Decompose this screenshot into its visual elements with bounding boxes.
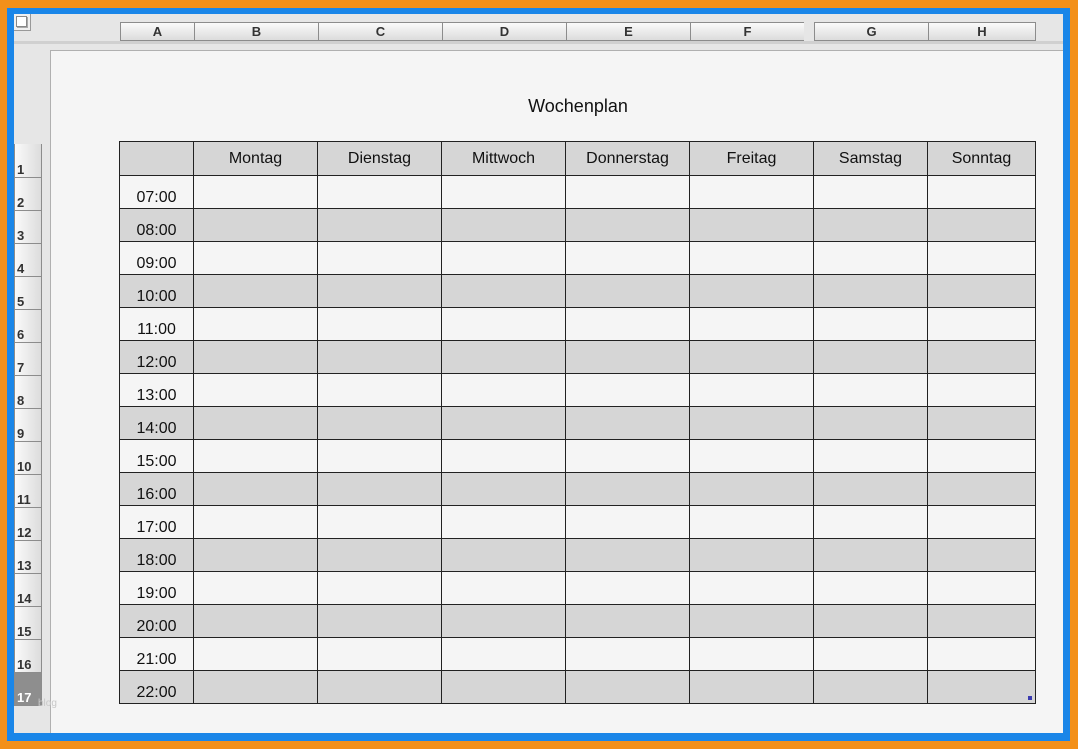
row-header-6[interactable]: 6 (14, 310, 42, 343)
row-header-7[interactable]: 7 (14, 343, 42, 376)
row-header-15[interactable]: 15 (14, 607, 42, 640)
schedule-row (120, 176, 1036, 209)
schedule-row (120, 209, 1036, 242)
schedule-cell-mittwoch[interactable] (442, 605, 566, 638)
time-cell[interactable]: 21:00 (120, 638, 194, 671)
schedule-row (120, 407, 1036, 440)
day-header-dienstag[interactable]: Dienstag (318, 142, 442, 176)
time-cell[interactable]: 09:00 (120, 242, 194, 275)
time-cell[interactable]: 13:00 (120, 374, 194, 407)
day-header-montag[interactable]: Montag (194, 142, 318, 176)
schedule-cell-sonntag[interactable] (928, 506, 1036, 539)
schedule-cell-donnerstag[interactable] (566, 638, 690, 671)
schedule-cell-dienstag[interactable] (318, 572, 442, 605)
schedule-cell-freitag[interactable] (690, 176, 814, 209)
schedule-cell-sonntag[interactable] (928, 440, 1036, 473)
schedule-cell-montag[interactable] (194, 506, 318, 539)
time-cell[interactable]: 22:00 (120, 671, 194, 704)
schedule-cell-donnerstag[interactable] (566, 506, 690, 539)
schedule-cell-mittwoch[interactable] (442, 539, 566, 572)
schedule-cell-montag[interactable] (194, 605, 318, 638)
day-header-mittwoch[interactable]: Mittwoch (442, 142, 566, 176)
schedule-cell-donnerstag[interactable] (566, 308, 690, 341)
schedule-cell-dienstag[interactable] (318, 176, 442, 209)
schedule-cell-sonntag[interactable] (928, 638, 1036, 671)
schedule-cell-samstag[interactable] (814, 176, 928, 209)
schedule-cell-mittwoch[interactable] (442, 176, 566, 209)
time-cell[interactable]: 19:00 (120, 572, 194, 605)
day-header-donnerstag[interactable]: Donnerstag (566, 142, 690, 176)
row-header-2[interactable]: 2 (14, 178, 42, 211)
schedule-cell-montag[interactable] (194, 209, 318, 242)
schedule-cell-freitag[interactable] (690, 572, 814, 605)
schedule-row (120, 671, 1036, 704)
schedule-cell-donnerstag[interactable] (566, 440, 690, 473)
schedule-row (120, 539, 1036, 572)
schedule-cell-mittwoch[interactable] (442, 209, 566, 242)
schedule-cell-freitag[interactable] (690, 209, 814, 242)
schedule-cell-freitag[interactable] (690, 539, 814, 572)
row-header-14[interactable]: 14 (14, 574, 42, 607)
schedule-row (120, 473, 1036, 506)
schedule-cell-montag[interactable] (194, 374, 318, 407)
schedule-cell-dienstag[interactable] (318, 605, 442, 638)
row-header-9[interactable]: 9 (14, 409, 42, 442)
column-header-divider (14, 41, 1063, 44)
schedule-cell-freitag[interactable] (690, 308, 814, 341)
time-cell[interactable]: 20:00 (120, 605, 194, 638)
schedule-cell-sonntag[interactable] (928, 341, 1036, 374)
schedule-cell-mittwoch[interactable] (442, 407, 566, 440)
select-all-corner[interactable] (14, 14, 31, 31)
schedule-cell-freitag[interactable] (690, 374, 814, 407)
row-header-8[interactable]: 8 (14, 376, 42, 409)
schedule-cell-montag[interactable] (194, 539, 318, 572)
time-cell[interactable]: 18:00 (120, 539, 194, 572)
column-header-b[interactable]: B (194, 22, 318, 41)
schedule-cell-freitag[interactable] (690, 407, 814, 440)
schedule-cell-donnerstag[interactable] (566, 242, 690, 275)
schedule-cell-samstag[interactable] (814, 275, 928, 308)
schedule-cell-mittwoch[interactable] (442, 671, 566, 704)
schedule-row (120, 572, 1036, 605)
day-header-freitag[interactable]: Freitag (690, 142, 814, 176)
schedule-cell-samstag[interactable] (814, 473, 928, 506)
sheet-corner-icon (16, 16, 27, 27)
schedule-cell-sonntag[interactable] (928, 242, 1036, 275)
schedule-cell-dienstag[interactable] (318, 341, 442, 374)
schedule-cell-dienstag[interactable] (318, 506, 442, 539)
schedule-cell-samstag[interactable] (814, 572, 928, 605)
column-header-d[interactable]: D (442, 22, 566, 41)
schedule-row (120, 275, 1036, 308)
schedule-cell-dienstag[interactable] (318, 407, 442, 440)
schedule-cell-donnerstag[interactable] (566, 605, 690, 638)
schedule-cell-freitag[interactable] (690, 671, 814, 704)
row-header-3[interactable]: 3 (14, 211, 42, 244)
time-cell[interactable]: 07:00 (120, 176, 194, 209)
schedule-cell-sonntag[interactable] (928, 308, 1036, 341)
time-cell[interactable]: 14:00 (120, 407, 194, 440)
time-cell[interactable]: 11:00 (120, 308, 194, 341)
schedule-cell-samstag[interactable] (814, 440, 928, 473)
schedule-cell-freitag[interactable] (690, 275, 814, 308)
schedule-row (120, 308, 1036, 341)
schedule-cell-dienstag[interactable] (318, 671, 442, 704)
schedule-cell-donnerstag[interactable] (566, 209, 690, 242)
schedule-cell-mittwoch[interactable] (442, 275, 566, 308)
schedule-cell-samstag[interactable] (814, 374, 928, 407)
schedule-cell-samstag[interactable] (814, 242, 928, 275)
selection-resize-handle[interactable] (1028, 696, 1032, 700)
schedule-cell-mittwoch[interactable] (442, 341, 566, 374)
schedule-row (120, 440, 1036, 473)
row-header-4[interactable]: 4 (14, 244, 42, 277)
row-header-1[interactable]: 1 (14, 144, 42, 178)
schedule-cell-sonntag[interactable] (928, 671, 1036, 704)
schedule-cell-montag[interactable] (194, 440, 318, 473)
column-header-c[interactable]: C (318, 22, 442, 41)
schedule-cell-mittwoch[interactable] (442, 473, 566, 506)
watermark: blog (38, 698, 57, 709)
time-cell[interactable]: 17:00 (120, 506, 194, 539)
schedule-cell-montag[interactable] (194, 341, 318, 374)
schedule-cell-montag[interactable] (194, 308, 318, 341)
schedule-cell-mittwoch[interactable] (442, 242, 566, 275)
schedule-cell-samstag[interactable] (814, 209, 928, 242)
schedule-cell-donnerstag[interactable] (566, 341, 690, 374)
schedule-cell-donnerstag[interactable] (566, 275, 690, 308)
schedule-cell-donnerstag[interactable] (566, 539, 690, 572)
schedule-row (120, 506, 1036, 539)
row-header-gap (14, 44, 42, 144)
weekly-schedule-table (119, 141, 1036, 704)
schedule-cell-mittwoch[interactable] (442, 308, 566, 341)
column-header-a[interactable]: A (120, 22, 194, 41)
column-header-e[interactable]: E (566, 22, 690, 41)
schedule-cell-montag[interactable] (194, 671, 318, 704)
schedule-cell-freitag[interactable] (690, 341, 814, 374)
schedule-cell-samstag[interactable] (814, 539, 928, 572)
row-header-12[interactable]: 12 (14, 508, 42, 541)
schedule-cell-donnerstag[interactable] (566, 407, 690, 440)
schedule-cell-sonntag[interactable] (928, 473, 1036, 506)
schedule-cell-donnerstag[interactable] (566, 671, 690, 704)
schedule-cell-donnerstag[interactable] (566, 374, 690, 407)
schedule-cell-montag[interactable] (194, 572, 318, 605)
row-header-16[interactable]: 16 (14, 640, 42, 673)
schedule-cell-samstag[interactable] (814, 407, 928, 440)
row-header-17[interactable]: 17 (14, 673, 42, 706)
schedule-cell-samstag[interactable] (814, 671, 928, 704)
column-header-f[interactable]: F (690, 22, 804, 41)
schedule-row (120, 341, 1036, 374)
schedule-cell-montag[interactable] (194, 242, 318, 275)
schedule-cell-freitag[interactable] (690, 473, 814, 506)
row-header-10[interactable]: 10 (14, 442, 42, 475)
schedule-cell-sonntag[interactable] (928, 275, 1036, 308)
time-cell[interactable]: 16:00 (120, 473, 194, 506)
time-cell[interactable]: 12:00 (120, 341, 194, 374)
schedule-cell-dienstag[interactable] (318, 209, 442, 242)
schedule-cell-dienstag[interactable] (318, 638, 442, 671)
schedule-cell-samstag[interactable] (814, 341, 928, 374)
schedule-cell-montag[interactable] (194, 176, 318, 209)
schedule-cell-montag[interactable] (194, 473, 318, 506)
schedule-cell-samstag[interactable] (814, 638, 928, 671)
schedule-cell-sonntag[interactable] (928, 407, 1036, 440)
time-cell[interactable]: 15:00 (120, 440, 194, 473)
header-corner-cell[interactable] (120, 142, 194, 176)
schedule-cell-freitag[interactable] (690, 638, 814, 671)
schedule-cell-donnerstag[interactable] (566, 176, 690, 209)
schedule-cell-sonntag[interactable] (928, 605, 1036, 638)
schedule-cell-dienstag[interactable] (318, 473, 442, 506)
schedule-cell-mittwoch[interactable] (442, 572, 566, 605)
schedule-cell-montag[interactable] (194, 275, 318, 308)
schedule-cell-sonntag[interactable] (928, 539, 1036, 572)
schedule-cell-mittwoch[interactable] (442, 638, 566, 671)
schedule-row (120, 242, 1036, 275)
schedule-row (120, 374, 1036, 407)
schedule-cell-sonntag[interactable] (928, 209, 1036, 242)
schedule-cell-mittwoch[interactable] (442, 506, 566, 539)
row-header-5[interactable]: 5 (14, 277, 42, 310)
day-header-samstag[interactable]: Samstag (814, 142, 928, 176)
schedule-cell-dienstag[interactable] (318, 275, 442, 308)
schedule-cell-donnerstag[interactable] (566, 473, 690, 506)
schedule-cell-montag[interactable] (194, 638, 318, 671)
schedule-cell-dienstag[interactable] (318, 308, 442, 341)
column-header-g[interactable]: G (814, 22, 928, 41)
schedule-cell-dienstag[interactable] (318, 440, 442, 473)
schedule-cell-freitag[interactable] (690, 506, 814, 539)
row-header-13[interactable]: 13 (14, 541, 42, 574)
schedule-cell-mittwoch[interactable] (442, 440, 566, 473)
column-header-h[interactable]: H (928, 22, 1036, 41)
schedule-cell-samstag[interactable] (814, 308, 928, 341)
schedule-cell-donnerstag[interactable] (566, 572, 690, 605)
schedule-cell-freitag[interactable] (690, 440, 814, 473)
time-cell[interactable]: 08:00 (120, 209, 194, 242)
day-header-sonntag[interactable]: Sonntag (928, 142, 1036, 176)
schedule-cell-dienstag[interactable] (318, 539, 442, 572)
schedule-row (120, 638, 1036, 671)
schedule-cell-samstag[interactable] (814, 605, 928, 638)
schedule-row (120, 605, 1036, 638)
schedule-cell-sonntag[interactable] (928, 572, 1036, 605)
schedule-cell-dienstag[interactable] (318, 374, 442, 407)
schedule-cell-sonntag[interactable] (928, 176, 1036, 209)
schedule-cell-samstag[interactable] (814, 506, 928, 539)
schedule-cell-sonntag[interactable] (928, 374, 1036, 407)
schedule-cell-mittwoch[interactable] (442, 374, 566, 407)
schedule-cell-freitag[interactable] (690, 605, 814, 638)
schedule-cell-freitag[interactable] (690, 242, 814, 275)
spreadsheet-view (14, 14, 1063, 733)
time-cell[interactable]: 10:00 (120, 275, 194, 308)
schedule-cell-montag[interactable] (194, 407, 318, 440)
schedule-cell-dienstag[interactable] (318, 242, 442, 275)
page-title: Wochenplan (528, 96, 628, 116)
row-header-11[interactable]: 11 (14, 475, 42, 508)
